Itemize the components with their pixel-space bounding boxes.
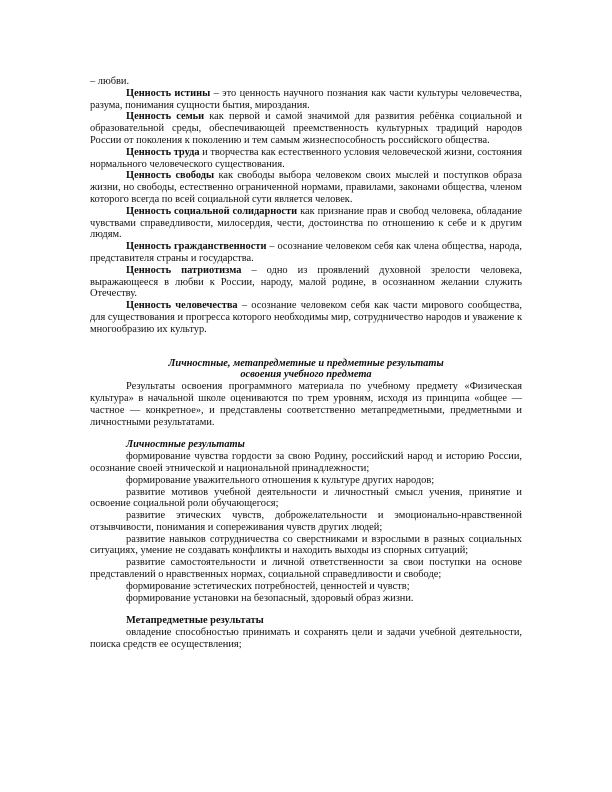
list-item: формирование установки на безопасный, здоровый образ жизни. [126, 592, 414, 604]
value-paragraph [90, 147, 522, 171]
section-title-line-1: Личностные, метапредметные и предметные результаты [168, 357, 444, 369]
value-text: и творчества как естественного условия человеческой жизни, состояния нормального человеческого существования. [90, 146, 522, 170]
value-text: – осознание человеком себя как члена общества, народа, представителя страны и государства. [90, 241, 522, 264]
value-text: – это ценность научного познания как части культуры человечества, разума, понимания сущности бытия, мироздания. [90, 87, 522, 111]
value-paragraph [90, 300, 522, 335]
meta-results-list [90, 627, 522, 651]
list-item: формирование чувства гордости за свою Родину, российский народ и историю России, осознание своей этнической и национальной принадлежности; [90, 451, 522, 474]
value-paragraph [90, 170, 522, 205]
list-item: формирование эстетических потребностей, ценностей и чувств; [126, 580, 410, 592]
value-term: Ценность патриотизма [126, 264, 242, 276]
value-text: как свободы выбора человеком своих мыслей и поступков образа жизни, но свободы, естественно ограниченной нормами, правилами, законами общества, членом которого всегда по всей социальной сути является человек. [90, 170, 522, 205]
value-text: – осознание человеком себя как части мирового сообщества, для существования и прогресса которого необходимы мир, сотрудничество народов и уважение к многообразию их культур. [90, 300, 522, 335]
value-term: Ценность семьи [126, 111, 205, 123]
meta-results-heading: Метапредметные результаты [126, 615, 264, 627]
list-item: развитие навыков сотрудничества со сверстниками и взрослыми в разных социальных ситуациях, умение не создавать конфликты и находить выходы из спорных ситуаций; [90, 533, 522, 557]
intro-tail: – любви. [90, 76, 130, 87]
list-item: развитие этических чувств, доброжелательности и эмоционально-нравственной отзывчивости, понимания и сопереживания чувств других людей; [90, 510, 522, 533]
value-term: Ценность свободы [126, 170, 215, 182]
personal-results-heading: Личностные результаты [126, 439, 245, 451]
value-paragraph [90, 265, 522, 300]
value-paragraph [90, 241, 522, 265]
value-paragraph [90, 111, 522, 146]
value-term: Ценность социальной солидарности [126, 205, 298, 217]
value-text: – одно из проявлений духовной зрелости человека, выражающееся в любви к России, народу, малой родине, в осознанном желании служить Отечеству. [90, 264, 522, 300]
list-item: овладение способностью принимать и сохранять цели и задачи учебной деятельности, поиска средств ее осуществления; [90, 627, 522, 651]
value-term: Ценность человечества [126, 300, 238, 312]
value-term: Ценность истины [126, 87, 211, 99]
value-paragraph [90, 206, 522, 241]
section-intro: Результаты освоения программного материала по учебному предмету «Физическая культура» в начальной школе оцениваются по трем уровням, исходя из принципа «общее — частное — конкретное», и представлены соответственно метапредметными, предметными и личностными результатами. [90, 381, 522, 428]
list-item: развитие мотивов учебной деятельности и личностный смысл учения, принятие и освоение социальной роли обучающегося; [90, 486, 522, 510]
value-paragraph [90, 88, 522, 112]
personal-results-list [90, 451, 522, 604]
section-title-line-2: освоения учебного предмета [240, 369, 372, 381]
section-title [90, 358, 522, 382]
value-term: Ценность гражданственности [126, 241, 267, 253]
document-page [90, 76, 522, 651]
value-term: Ценность труда [126, 146, 200, 158]
value-text: как признание прав и свобод человека, обладание чувствами справедливости, милосердия, чести, достоинства по отношению к себе и к другим людям. [90, 205, 523, 241]
list-item: развитие самостоятельности и личной ответственности за свои поступки на основе представлений о нравственных нормах, социальной справедливости и свободе; [90, 557, 522, 581]
list-item: формирование уважительного отношения к культуре других народов; [126, 474, 435, 486]
values-list [90, 88, 522, 336]
value-text: как первой и самой значимой для развития ребёнка социальной и образовательной среды, обеспечивающей преемственность культурных традиций народов России от поколения к поколению и тем самым жизнеспособность российского общества. [90, 111, 522, 146]
